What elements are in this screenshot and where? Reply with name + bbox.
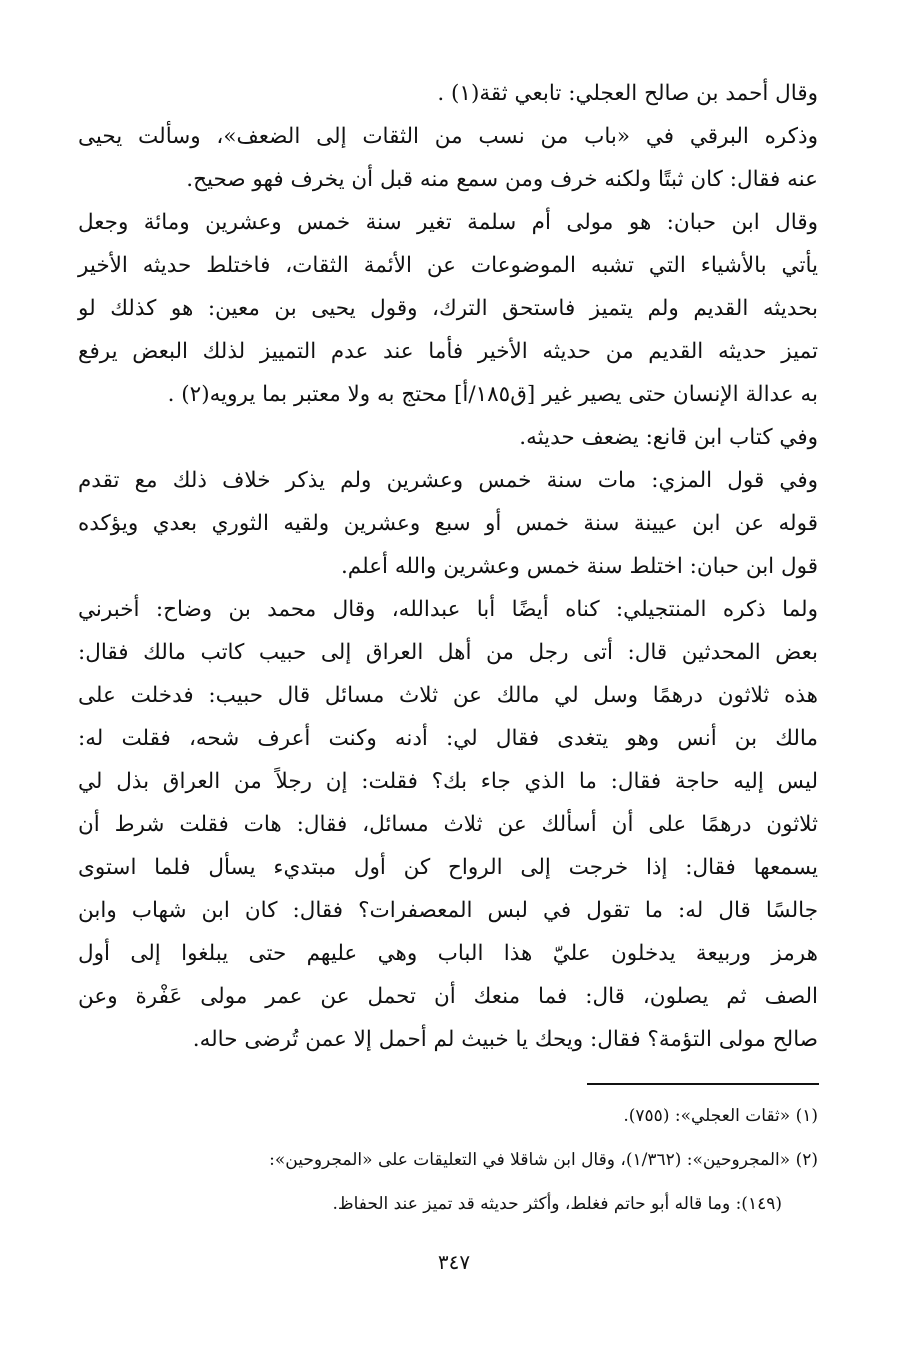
text-line: وقال أحمد بن صالح العجلي: تابعي ثقة(١) . xyxy=(437,81,818,106)
text-line: ولما ذكره المنتجيلي: كناه أيضًا أبا عبدالله، وقال محمد بن وضاح: أخبرني xyxy=(78,597,818,622)
main-text xyxy=(78,72,818,1061)
text-line: بعض المحدثين قال: أتى رجل من أهل العراق إلى حبيب كاتب مالك فقال: xyxy=(78,640,818,665)
footnote-2: (٢) «المجروحين»: (١/٣٦٢)، وقال ابن شاقلا في التعليقات على «المجروحين»: xyxy=(269,1150,818,1170)
text-line: قوله عن ابن عيينة سنة خمس أو سبع وعشرين ولقيه الثوري بعدي ويؤكده xyxy=(78,511,818,536)
text-line: عنه فقال: كان ثبتًا ولكنه خرف ومن سمع منه قبل أن يخرف فهو صحيح. xyxy=(186,167,818,192)
text-line: قول ابن حبان: اختلط سنة خمس وعشرين والله أعلم. xyxy=(340,554,818,579)
text-line: بحديثه القديم ولم يتميز فاستحق الترك، وقول يحيى بن معين: هو كذلك لو xyxy=(78,296,818,321)
page-number: ٣٤٧ xyxy=(437,1250,471,1274)
footnote-2-continuation: (١٤٩): وما قاله أبو حاتم فغلط، وأكثر حديثه قد تميز عند الحفاظ. xyxy=(332,1194,782,1214)
text-line: يأتي بالأشياء التي تشبه الموضوعات عن الأئمة الثقات، فاختلط حديثه الأخير xyxy=(78,253,818,278)
text-line: صالح مولى التؤمة؟ فقال: ويحك يا خبيث لم أحمل إلا عمن تُرضى حاله. xyxy=(192,1027,818,1052)
text-line: تميز حديثه القديم من حديثه الأخير فأما عند عدم التمييز لذلك البعض يرفع xyxy=(78,339,818,364)
text-line: هرمز وربيعة يدخلون عليّ هذا الباب وهي عليهم حتى يبلغوا إلى أول xyxy=(78,941,818,966)
text-line: وذكره البرقي في «باب من نسب من الثقات إلى الضعف»، وسألت يحيى xyxy=(78,124,818,149)
footnote-1: (١) «ثقات العجلي»: (٧٥٥). xyxy=(623,1106,818,1126)
text-line: مالك بن أنس وهو يتغدى فقال لي: أدنه وكنت أعرف شحه، فقلت له: xyxy=(78,726,818,751)
text-line: جالسًا قال له: ما تقول في لبس المعصفرات؟ فقال: كان ابن شهاب وابن xyxy=(78,898,818,923)
text-line: هذه ثلاثون درهمًا وسل لي مالك عن ثلاث مسائل قال حبيب: فدخلت على xyxy=(78,683,818,708)
text-line: وفي قول المزي: مات سنة خمس وعشرين ولم يذكر خلاف ذلك مع تقدم xyxy=(78,468,818,493)
text-line: ثلاثون درهمًا على أن أسألك عن ثلاث مسائل، فقال: هات فقلت شرط أن xyxy=(78,812,818,837)
text-line: ليس إليه حاجة فقال: ما الذي جاء بك؟ فقلت: إن رجلاً من العراق بذل لي xyxy=(78,769,818,794)
text-line: وقال ابن حبان: هو مولى أم سلمة تغير سنة خمس وعشرين ومائة وجعل xyxy=(78,210,818,235)
text-line: يسمعها فقال: إذا خرجت إلى الرواح كن أول مبتديء يسأل فلما استوى xyxy=(78,855,818,880)
text-line: الصف ثم يصلون، قال: فما منعك أن تحمل عن عمر مولى عَفْرة وعن xyxy=(78,984,818,1009)
text-line: وفي كتاب ابن قانع: يضعف حديثه. xyxy=(519,425,818,450)
footnotes xyxy=(78,1094,818,1226)
footnote-divider xyxy=(587,1083,819,1085)
text-line: به عدالة الإنسان حتى يصير غير [ق١٨٥/أ] محتج به ولا معتبر بما يرويه(٢) . xyxy=(167,382,818,407)
